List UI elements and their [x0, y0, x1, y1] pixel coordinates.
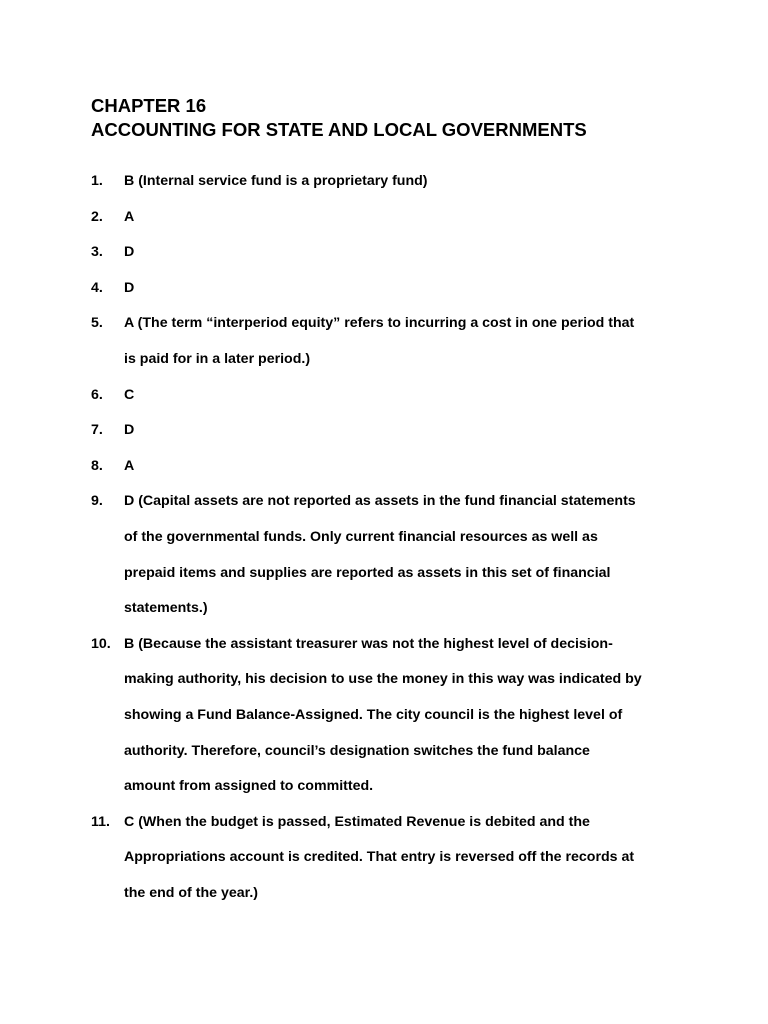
answer-text: A — [124, 457, 135, 474]
answer-text: making authority, his decision to use the money in this way was indicated by — [124, 671, 642, 688]
answer-text: D (Capital assets are not reported as assets in the fund financial statements — [124, 493, 636, 510]
answer-number: 6. — [91, 386, 103, 403]
answer-number: 7. — [91, 422, 103, 439]
answer-text: Appropriations account is credited. That entry is reversed off the records at — [124, 849, 635, 866]
answer-text: B (Internal service fund is a proprietary fund) — [124, 173, 428, 189]
chapter-number: CHAPTER 16 — [91, 95, 207, 116]
answer-text: D — [124, 422, 135, 439]
answer-text: showing a Fund Balance-Assigned. The city council is the highest level of — [124, 707, 623, 723]
answer-text: A (The term “interperiod equity” refers to incurring a cost in one period that — [124, 315, 635, 332]
answer-text: amount from assigned to committed. — [124, 778, 374, 795]
answer-text: C (When the budget is passed, Estimated Revenue is debited and the — [124, 813, 590, 830]
answer-text: prepaid items and supplies are reported as assets in this set of financial — [124, 564, 611, 581]
answer-number: 5. — [91, 315, 103, 332]
answer-number: 9. — [91, 493, 103, 510]
answer-text: C — [124, 386, 135, 403]
answer-number: 3. — [91, 244, 103, 261]
answer-text: B (Because the assistant treasurer was not the highest level of decision- — [124, 635, 613, 652]
answer-number: 2. — [91, 208, 103, 225]
answer-number: 4. — [91, 279, 103, 296]
answer-text: D — [124, 244, 135, 261]
answer-text: statements.) — [124, 600, 208, 617]
answer-text: the end of the year.) — [124, 885, 259, 901]
chapter-title: ACCOUNTING FOR STATE AND LOCAL GOVERNMENTS — [91, 119, 587, 140]
answer-text: A — [124, 208, 135, 225]
answer-text: D — [124, 279, 135, 296]
chapter-heading — [91, 94, 587, 142]
answer-text: is paid for in a later period.) — [124, 351, 311, 367]
answer-number: 1. — [91, 173, 103, 189]
answer-number: 11. — [91, 813, 110, 830]
answer-text: of the governmental funds. Only current financial resources as well as — [124, 529, 598, 545]
answer-number: 8. — [91, 457, 103, 474]
answer-number: 10. — [91, 635, 111, 652]
answer-text: authority. Therefore, council’s designation switches the fund balance — [124, 742, 590, 759]
